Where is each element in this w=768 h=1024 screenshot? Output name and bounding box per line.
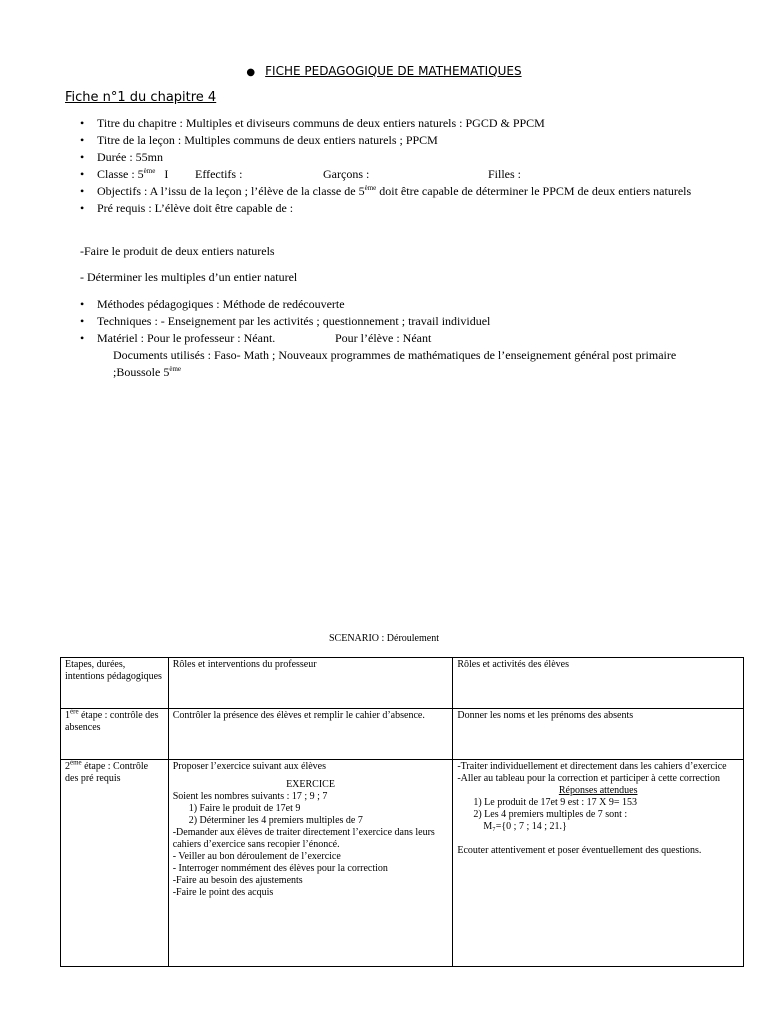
prereq-item-2: - Déterminer les multiples d’un entier naturel — [80, 270, 298, 284]
materiel: • Matériel : Pour le professeur : Néant. Pour l’élève : Néant — [97, 330, 717, 347]
techniques: • Techniques : - Enseignement par les activités ; questionnement ; travail individuel — [97, 313, 717, 330]
prof-etape-1: Contrôler la présence des élèves et remplir le cahier d’absence. — [168, 709, 453, 760]
eleves-etape-1: Donner les noms et les prénoms des absents — [453, 709, 744, 760]
prereq-item-1: -Faire le produit de deux entiers naturels — [80, 244, 275, 258]
eleves-etape-2: -Traiter individuellement et directement dans les cahiers d’exercice -Aller au tableau pour la correction et participer à cette correction Réponses attendues 1) Le produit de 17et 9 est : 17 X 9= 153 2) Les 4 premiers multiples de 7 sont : M₇={0 ; 7 ; 14 ; 21.} Ecouter attentivement et poser éventuellement des questions. — [453, 760, 744, 967]
objectifs: • Objectifs : A l’issu de la leçon ; l’élève de la classe de 5ème doit être capable de déterminer le PPCM de deux entiers naturels — [97, 183, 717, 200]
main-title: ● FICHE PEDAGOGIQUE DE MATHEMATIQUES — [246, 64, 522, 78]
header-professeur: Rôles et interventions du professeur — [168, 658, 453, 709]
scenario-table — [60, 657, 744, 967]
fiche-subtitle: Fiche n°1 du chapitre 4 — [65, 90, 217, 105]
filles: Filles : — [488, 167, 522, 181]
methodes: • Méthodes pédagogiques : Méthode de redécouverte — [97, 296, 717, 313]
titre-chapitre: • Titre du chapitre : Multiples et diviseurs communs de deux entiers naturels : PGCD & PPCM — [97, 115, 717, 132]
effectifs: Effectifs : — [195, 167, 243, 181]
methods-list — [97, 296, 717, 347]
etape-1: 1ère étape : contrôle des absences — [61, 709, 169, 760]
header-etapes: Etapes, durées, intentions pédagogiques — [61, 658, 169, 709]
documents-utilises: Documents utilisés : Faso- Math ; Nouveaux programmes de mathématiques de l’enseignement général post primaire ;Boussole 5ème — [113, 348, 677, 379]
bullet-icon: ● — [246, 67, 256, 78]
table-row — [61, 760, 744, 967]
table-header-row — [61, 658, 744, 709]
prof-etape-2: Proposer l’exercice suivant aux élèves EXERCICE Soient les nombres suivants : 17 ; 9 ; 7 1) Faire le produit de 17et 9 2) Déterminer les 4 premiers multiples de 7 -Demander aux élèves de traiter directement l’exercice dans leurs cahiers d’exercice sans recopier l’énoncé. - Veiller au bon déroulement de l’exercice - Interroger nommément des élèves pour la correction -Faire au besoin des ajustements -Faire le point des acquis — [168, 760, 453, 967]
table-row — [61, 709, 744, 760]
prerequis: • Pré requis : L’élève doit être capable de : — [97, 200, 717, 217]
duree: • Durée : 55mn — [97, 149, 717, 166]
classe-row: • Classe : 5ème I Effectifs : Garçons : Filles : — [97, 166, 717, 183]
header-eleves: Rôles et activités des élèves — [453, 658, 744, 709]
reponses-attendues: Réponses attendues — [558, 785, 638, 796]
garcons: Garçons : — [323, 167, 370, 181]
exercice-title: EXERCICE — [286, 779, 335, 790]
scenario-title: SCENARIO : Déroulement — [329, 633, 439, 644]
etape-2: 2ème étape : Contrôle des pré requis — [61, 760, 169, 967]
titre-lecon: • Titre de la leçon : Multiples communs de deux entiers naturels ; PPCM — [97, 132, 717, 149]
info-list — [97, 115, 717, 217]
